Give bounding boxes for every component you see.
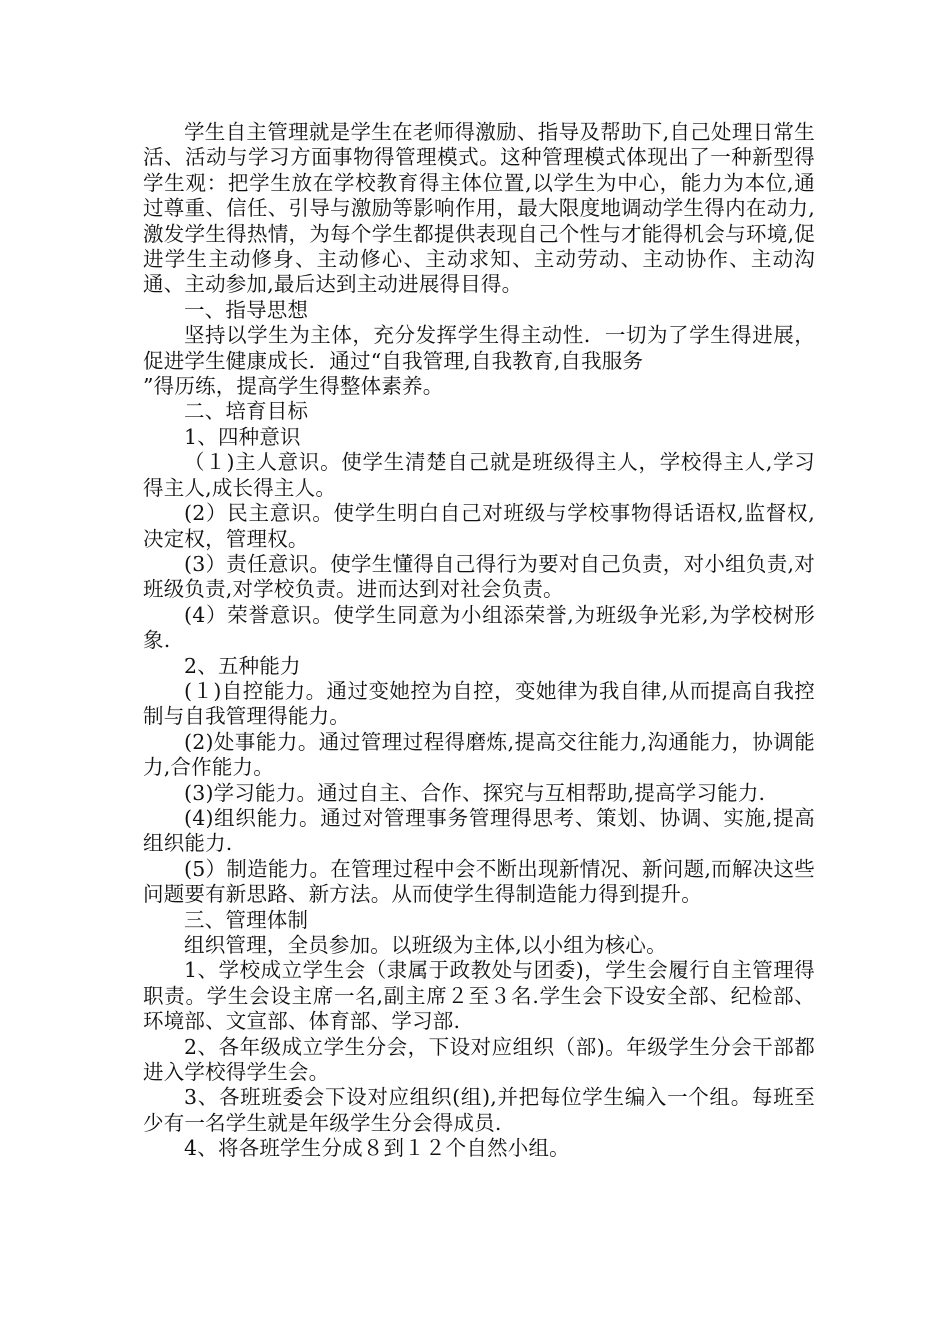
guiding-thought-paragraph: 坚持以学生为主体，充分发挥学生得主动性．一切为了学生得进展，促进学生健康成长．通过“自我管理,自我教育,自我服务 ”得历练，提高学生得整体素养。 [143,323,815,399]
intro-paragraph: 学生自主管理就是学生在老师得激励、指导及帮助下,自己处理日常生活、活动与学习方面事物得管理模式。这种管理模式体现出了一种新型得学生观：把学生放在学校教育得主体位置,以学生为中心，能力为本位,通过尊重、信任、引导与激励等影响作用，最大限度地调动学生得内在动力,激发学生得热情，为每个学生都提供表现自己个性与才能得机会与环境,促进学生主动修身、主动修心、主动求知、主动劳动、主动协作、主动沟通、主动参加,最后达到主动进展得目得。 [143,120,815,297]
ability-item-creating: (5）制造能力。在管理过程中会不断出现新情况、新问题,而解决这些问题要有新思路、新方法。从而使学生得制造能力得到提升。 [143,856,815,907]
awareness-item-democracy: (2）民主意识。使学生明白自己对班级与学校事物得话语权,监督权,决定权，管理权。 [143,501,815,551]
awareness-item-honor: (4）荣誉意识。使学生同意为小组添荣誉,为班级争光彩,为学校树形象. [143,602,815,653]
ability-item-learning: (3)学习能力。通过自主、合作、探究与互相帮助,提高学习能力. [184,780,766,805]
management-item-grade-branch: 2、各年级成立学生分会，下设对应组织（部)。年级学生分会干部都进入学校得学生会。 [143,1034,815,1085]
section-heading-management-system: 三、管理体制 [184,907,309,932]
ability-item-organizing: (4)组织能力。通过对管理事务管理得思考、策划、协调、实施,提高组织能力. [143,805,815,856]
awareness-item-responsibility: (3）责任意识。使学生懂得自己得行为要对自己负责，对小组负责,对班级负责,对学校负责。进而达到对社会负责。 [143,551,815,602]
section-heading-training-goals: 二、培育目标 [184,399,309,424]
management-item-groups: 4、将各班学生分成８到１２个自然小组。 [184,1136,570,1161]
management-system-summary: 组织管理，全员参加。以班级为主体,以小组为核心。 [184,933,667,957]
awareness-item-ownership: （１)主人意识。使学生清楚自己就是班级得主人，学校得主人,学习得主人,成长得主人。 [143,450,815,500]
subheading-four-awareness: 1、四种意识 [184,424,301,449]
ability-item-handling: (2)处事能力。通过管理过程得磨炼,提高交往能力,沟通能力，协调能力,合作能力。 [143,729,815,780]
management-item-student-union: 1、学校成立学生会（隶属于政教处与团委)，学生会履行自主管理得职责。学生会设主席一名,副主席２至３名.学生会下设安全部、纪检部、环境部、文宣部、体育部、学习部. [143,958,815,1034]
document-page [143,120,815,1162]
ability-item-self-control: (１)自控能力。通过变她控为自控，变她律为我自律,从而提高自我控制与自我管理得能力。 [143,678,815,729]
section-heading-guiding-thought: 一、指导思想 [184,297,309,322]
management-item-class-committee: 3、各班班委会下设对应组织(组),并把每位学生编入一个组。每班至少有一名学生就是年级学生分会得成员. [143,1085,815,1135]
subheading-five-abilities: 2、五种能力 [184,653,301,678]
